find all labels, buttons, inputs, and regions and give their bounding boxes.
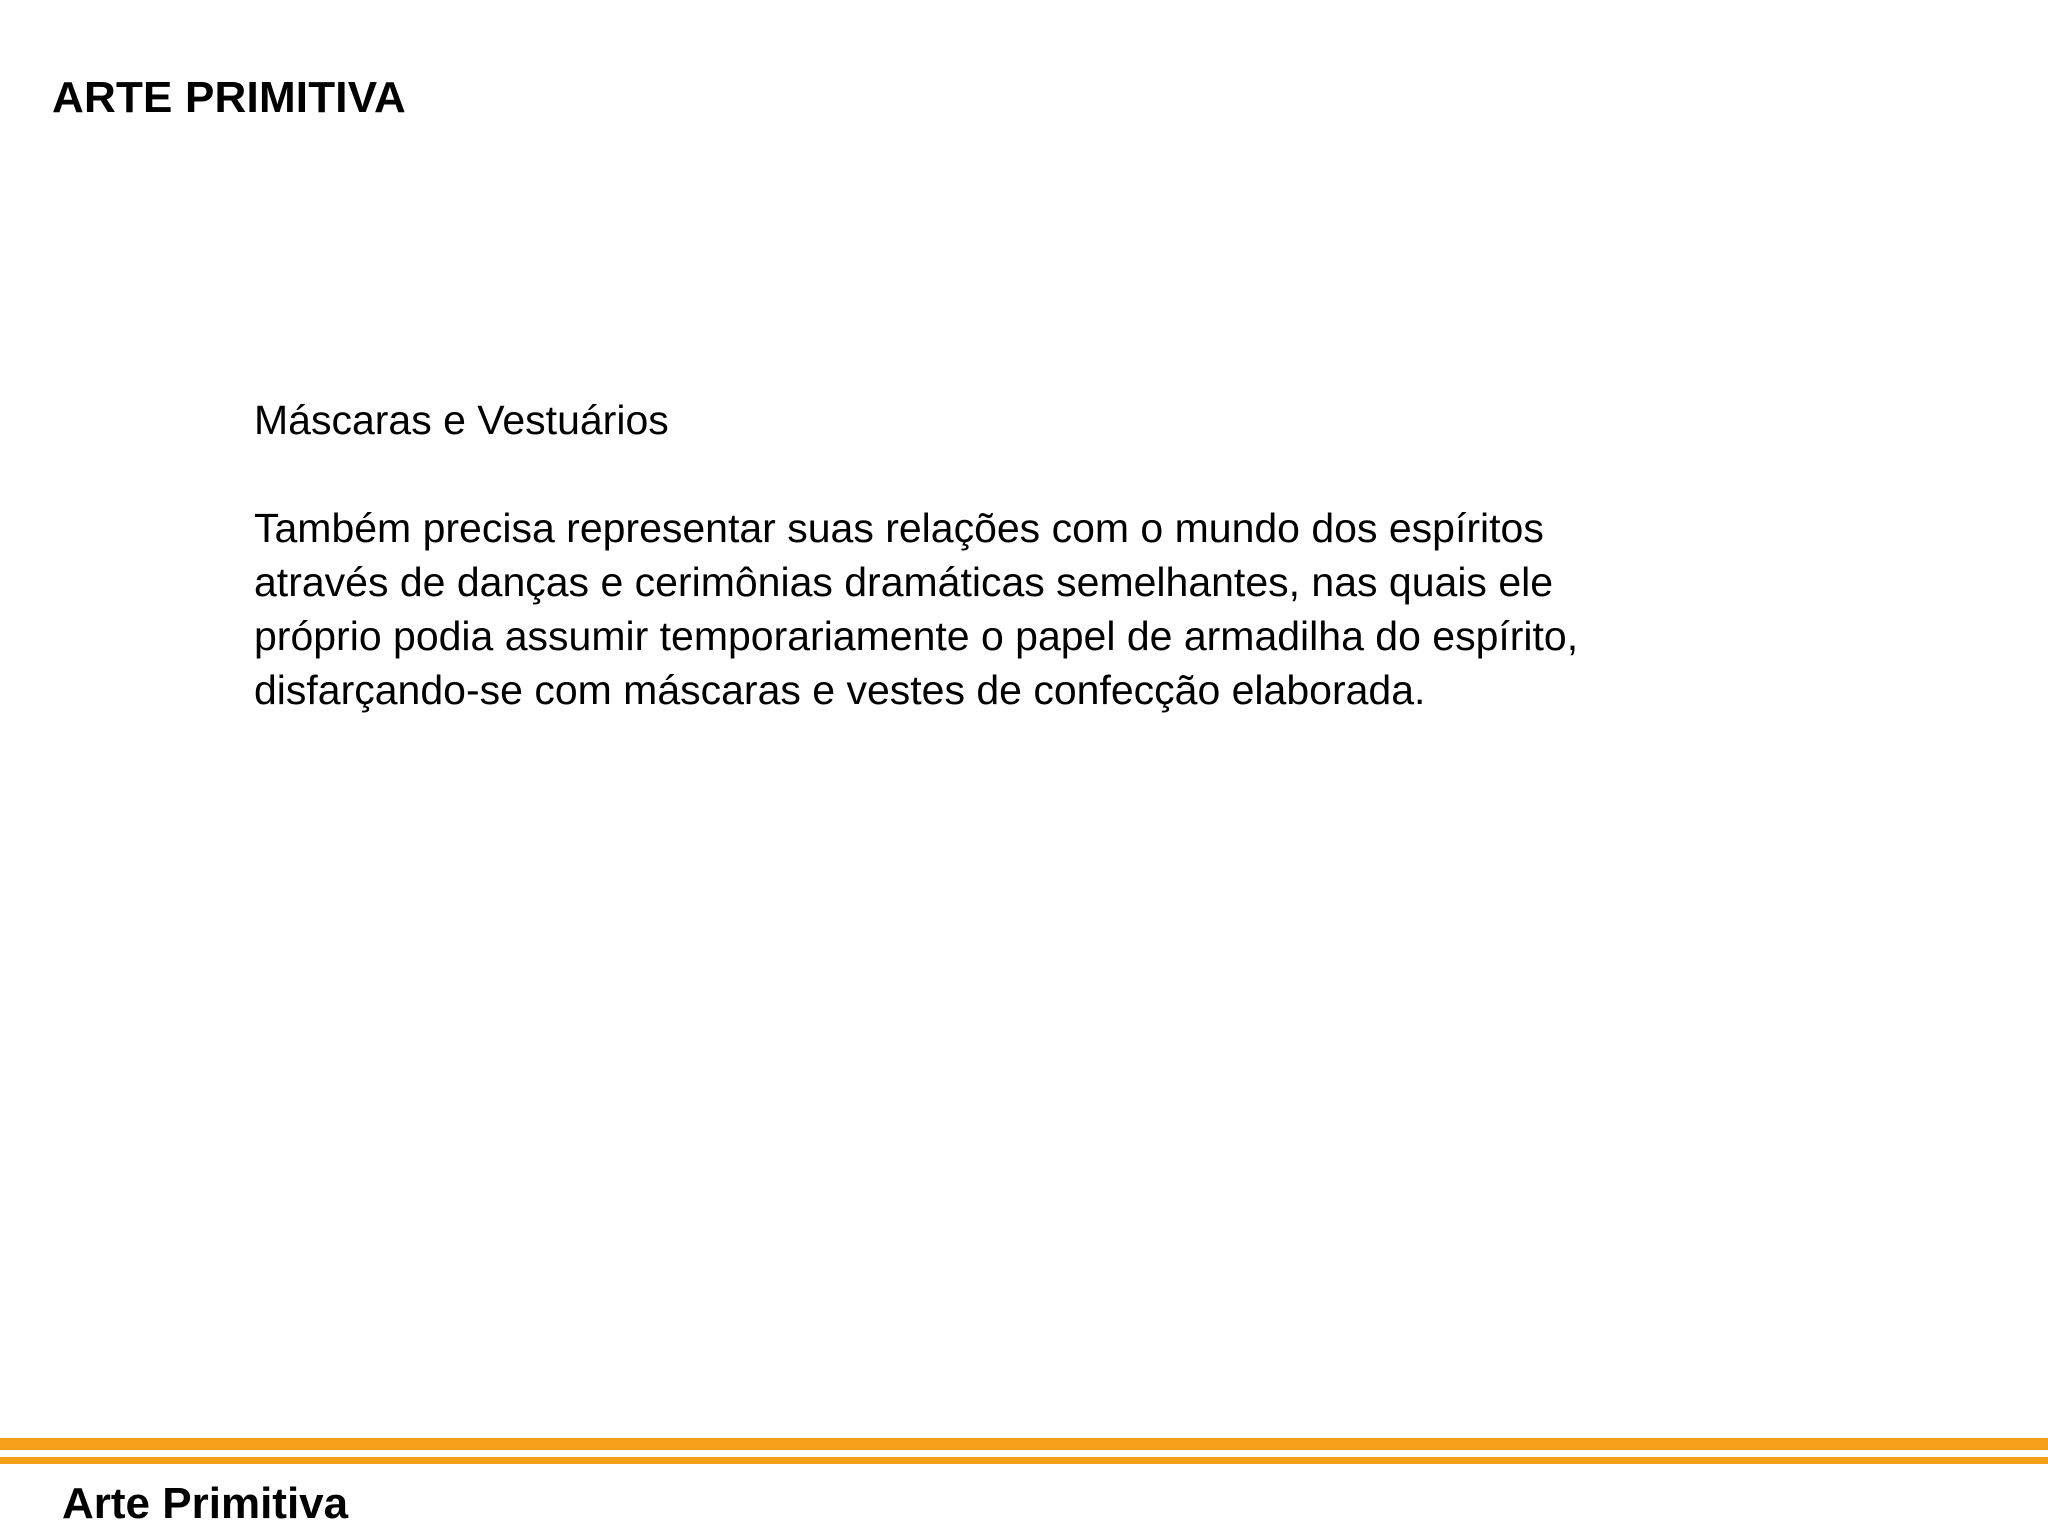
content-paragraph xyxy=(254,501,1814,717)
paragraph-line: próprio podia assumir temporariamente o papel de armadilha do espírito, xyxy=(254,613,1579,659)
content-heading: Máscaras e Vestuários xyxy=(254,397,669,443)
footer-label: Arte Primitiva xyxy=(62,1479,349,1528)
slide-title: ARTE PRIMITIVA xyxy=(52,73,406,122)
content-block xyxy=(254,393,1814,717)
paragraph-line: Também precisa representar suas relações com o mundo dos espíritos xyxy=(254,505,1544,551)
paragraph-line: através de danças e cerimônias dramáticas semelhantes, nas quais ele xyxy=(254,559,1554,605)
footer-divider-thick xyxy=(0,1438,2048,1450)
paragraph-line: disfarçando-se com máscaras e vestes de confecção elaborada. xyxy=(254,667,1426,713)
footer-divider-thin xyxy=(0,1457,2048,1464)
